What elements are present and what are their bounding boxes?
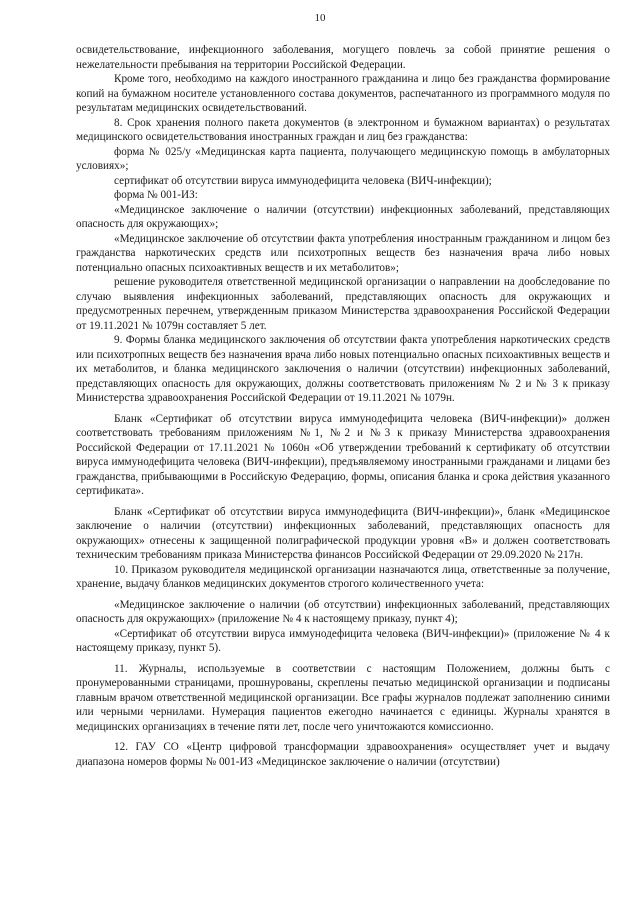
paragraph-appendix-4-point-4: «Медицинское заключение о наличии (об отсутствии) инфекционных заболеваний, представляющих опасность для окружающих» (приложение № 4 к настоящему приказу, пункт 4);: [76, 598, 610, 625]
paragraph-item-9: 9. Формы бланка медицинского заключения об отсутствии факта употребления наркотических средств или психотропных веществ без назначения врача либо новых потенциально опасных психоактивных веществ и их метаболитов, и бланка медицинского заключения о наличии (отсутствии) инфекционных заболеваний, представляющих опасность для окружающих, должны соответствовать приложениям № 2 и № 3 к приказу Министерства здравоохранения Российской Федерации от 19.11.2021 № 1079н.: [76, 334, 610, 404]
paragraph-form-001: форма № 001-ИЗ:: [114, 189, 198, 201]
paragraph-item-11: 11. Журналы, используемые в соответствии с настоящим Положением, должны быть с пронумерованными страницами, прошнурованы, скреплены печатью медицинской организации и подписаны главным врачом ответственной медицинской организации. Все графы журналов подлежат заполнению синими или черными чернилами. Нумерация пациентов ежегодно начинается с единицы. Журналы хранятся в медицинских организациях в течение пяти лет, после чего уничтожаются комиссионно.: [76, 662, 610, 733]
paragraph-drug-conclusion: «Медицинское заключение об отсутствии факта употребления иностранным гражданином и лицом без гражданства наркотических средств или психотропных веществ без назначения врача либо новых потенциально опасных психоактивных веществ и их метаболитов»;: [76, 232, 610, 274]
paragraph-item-12: 12. ГАУ СО «Центр цифровой трансформации здравоохранения» осуществляет учет и выдачу диапазона номеров формы № 001-ИЗ «Медицинское заключение о наличии (отсутствии): [76, 741, 610, 768]
page-number: 10: [314, 12, 326, 24]
paragraph-decision: решение руководителя ответственной медицинской организации о направлении на дообследование по случаю выявления инфекционных заболеваний, представляющих опасность для окружающих и предусмотренных перечнем, утвержденным приказом Министерства здравоохранения Российской Федерации от 19.11.2021 № 1079н составляет 5 лет.: [76, 276, 610, 332]
paragraph-protected-blanks: Бланк «Сертификат об отсутствии вируса иммунодефицита (ВИЧ-инфекции)», бланк «Медицинское заключение о наличии (отсутствии) инфекционных заболеваний, представляющих опасность для окружающих» отнесены к защищенной полиграфической продукции уровня «В» и должен соответствовать техническим требованиям приказа Министерства финансов Российской Федерации от 29.09.2020 № 217н.: [76, 505, 610, 561]
paragraph-hiv-blank: Бланк «Сертификат об отсутствии вируса иммунодефицита человека (ВИЧ-инфекции)» должен соответствовать требованиям приложениям №1, №2 и №3 к приказу Министерства здравоохранения Российской Федерации от 17.11.2021 № 1060н «Об утверждении требований к сертификату об отсутствии вируса иммунодефицита человека (ВИЧ-инфекции), предъявляемому иностранными гражданами и лицами без гражданства, прибывающими в Российскую Федерацию, формы, описания бланка и срока действия указанного сертификата».: [76, 412, 610, 497]
paragraph-copies: Кроме того, необходимо на каждого иностранного гражданина и лицо без гражданства формирование копий на бумажном носителе установленного состава документов, распечатанного из программного модуля по результатам медицинских освидетельствований.: [76, 73, 610, 114]
paragraph-item-10: 10. Приказом руководителя медицинской организации назначаются лица, ответственные за получение, хранение, выдачу бланков медицинских документов строгого количественного учета:: [76, 563, 610, 590]
paragraph-item-8: 8. Срок хранения полного пакета документов (в электронном и бумажном вариантах) о результатах медицинского освидетельствования иностранных граждан и лиц без гражданства:: [76, 116, 610, 143]
paragraph-continuation: освидетельствование, инфекционного заболевания, могущего повлечь за собой принятие решения о нежелательности пребывания на территории Российской Федерации.: [76, 44, 610, 71]
paragraph-infection-conclusion: «Медицинское заключение о наличии (отсутствии) инфекционных заболеваний, представляющих опасность для окружающих»;: [76, 203, 610, 230]
paragraph-form-025: форма № 025/у «Медицинская карта пациента, получающего медицинскую помощь в амбулаторных условиях»;: [76, 145, 610, 172]
paragraph-appendix-4-point-5: «Сертификат об отсутствии вируса иммунодефицита человека (ВИЧ-инфекции)» (приложение № 4 к настоящему приказу, пункт 5).: [76, 627, 610, 654]
document-body: [76, 43, 610, 769]
paragraph-hiv-certificate: сертификат об отсутствии вируса иммунодефицита человека (ВИЧ-инфекции);: [114, 174, 492, 187]
